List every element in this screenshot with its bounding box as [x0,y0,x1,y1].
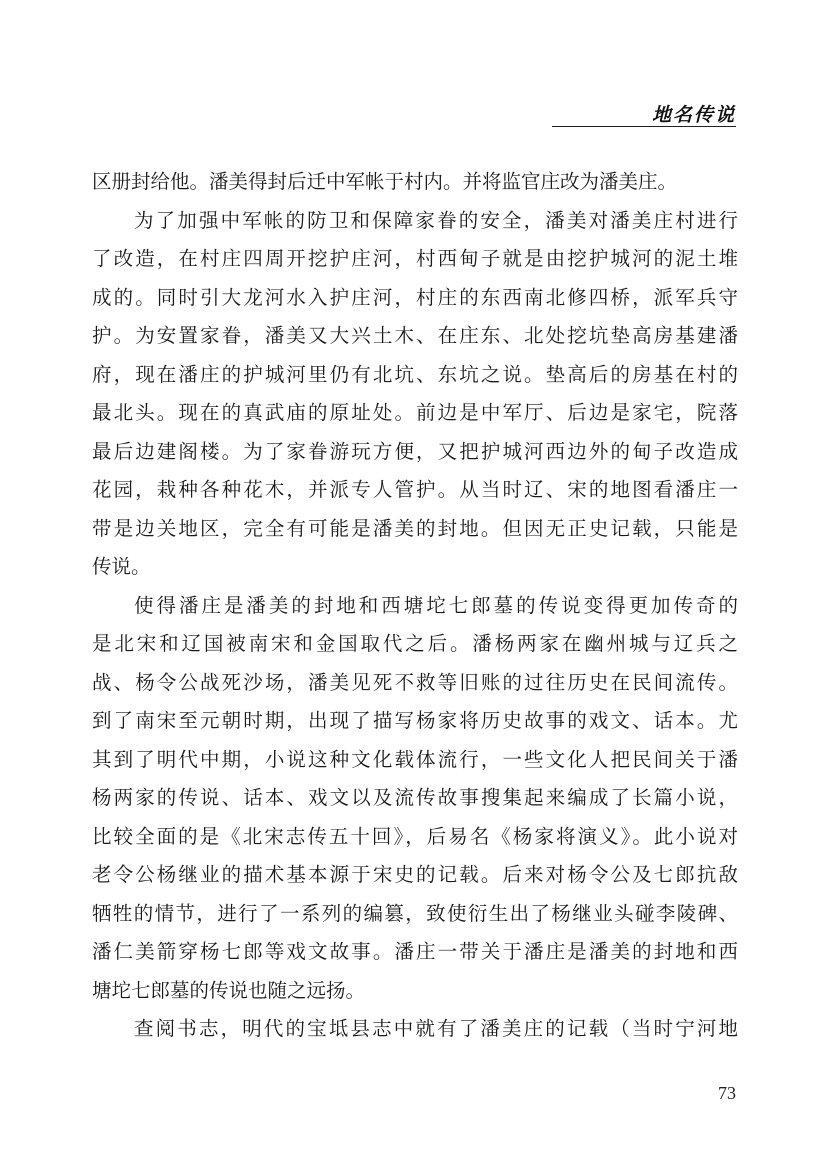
page-number: 73 [718,1083,736,1103]
text-line: 其到了明代中期，小说这种文化载体流行，一些文化人把民间关于潘 [92,747,738,771]
text-line: 为了加强中军帐的防卫和保障家眷的安全，潘美对潘美庄村进行 [134,208,738,232]
text-line: 护。为安置家眷，潘美又大兴土木、在庄东、北处挖坑垫高房基建潘 [92,324,738,347]
text-line: 府，现在潘庄的护城河里仍有北坑、东坑之说。垫高后的房基在村的 [92,362,738,386]
text-line: 使得潘庄是潘美的封地和西塘坨七郎墓的传说变得更加传奇的 [134,593,738,617]
text-line: 最后边建阁楼。为了家眷游玩方便，又把护城河西边外的甸子改造成 [92,439,738,463]
text-line: 战、杨令公战死沙场，潘美见死不救等旧账的过往历史在民间流传。 [92,670,738,694]
text-line: 查阅书志，明代的宝坻县志中就有了潘美庄的记载（当时宁河地 [134,1017,738,1040]
body-text [92,163,738,1049]
text-line: 是北宋和辽国被南宋和金国取代之后。潘杨两家在幽州城与辽兵之 [92,632,738,655]
text-line: 到了南宋至元朝时期，出现了描写杨家将历史故事的戏文、话本。尤 [92,709,738,732]
text-line: 牺牲的情节，进行了一系列的编篡，致使衍生出了杨继业头碰李陵碑、 [92,901,738,925]
text-line: 最北头。现在的真武庙的原址处。前边是中军厅、后边是家宅，院落 [92,401,738,424]
text-line: 塘坨七郎墓的传说也随之远扬。 [92,978,366,1002]
text-line: 老令公杨继业的描术基本源于宋史的记载。后来对杨令公及七郎抗敌 [92,863,738,886]
text-line: 潘仁美箭穿杨七郎等戏文故事。潘庄一带关于潘庄是潘美的封地和西 [92,940,738,963]
text-line: 成的。同时引大龙河水入护庄河，村庄的东西南北修四桥，派军兵守 [92,285,738,309]
header-title: 地名传说 [651,104,736,126]
text-line: 带是边关地区，完全有可能是潘美的封地。但因无正史记载，只能是 [92,516,738,540]
text-line: 传说。 [92,555,151,578]
text-line: 比较全面的是《北宋志传五十回》，后易名《杨家将演义》。此小说对 [92,824,738,848]
text-line: 花园，栽种各种花木，并派专人管护。从当时辽、宋的地图看潘庄一 [92,478,738,501]
running-header [652,100,736,127]
text-line: 杨两家的传说、话本、戏文以及流传故事搜集起来编成了长篇小说， [92,786,738,809]
text-line: 区册封给他。潘美得封后迁中军帐于村内。并将监官庄改为潘美庄。 [92,170,678,193]
header-rule [552,126,736,127]
text-line: 了改造，在村庄四周开挖护庄河，村西甸子就是由挖护城河的泥土堆 [92,247,738,270]
